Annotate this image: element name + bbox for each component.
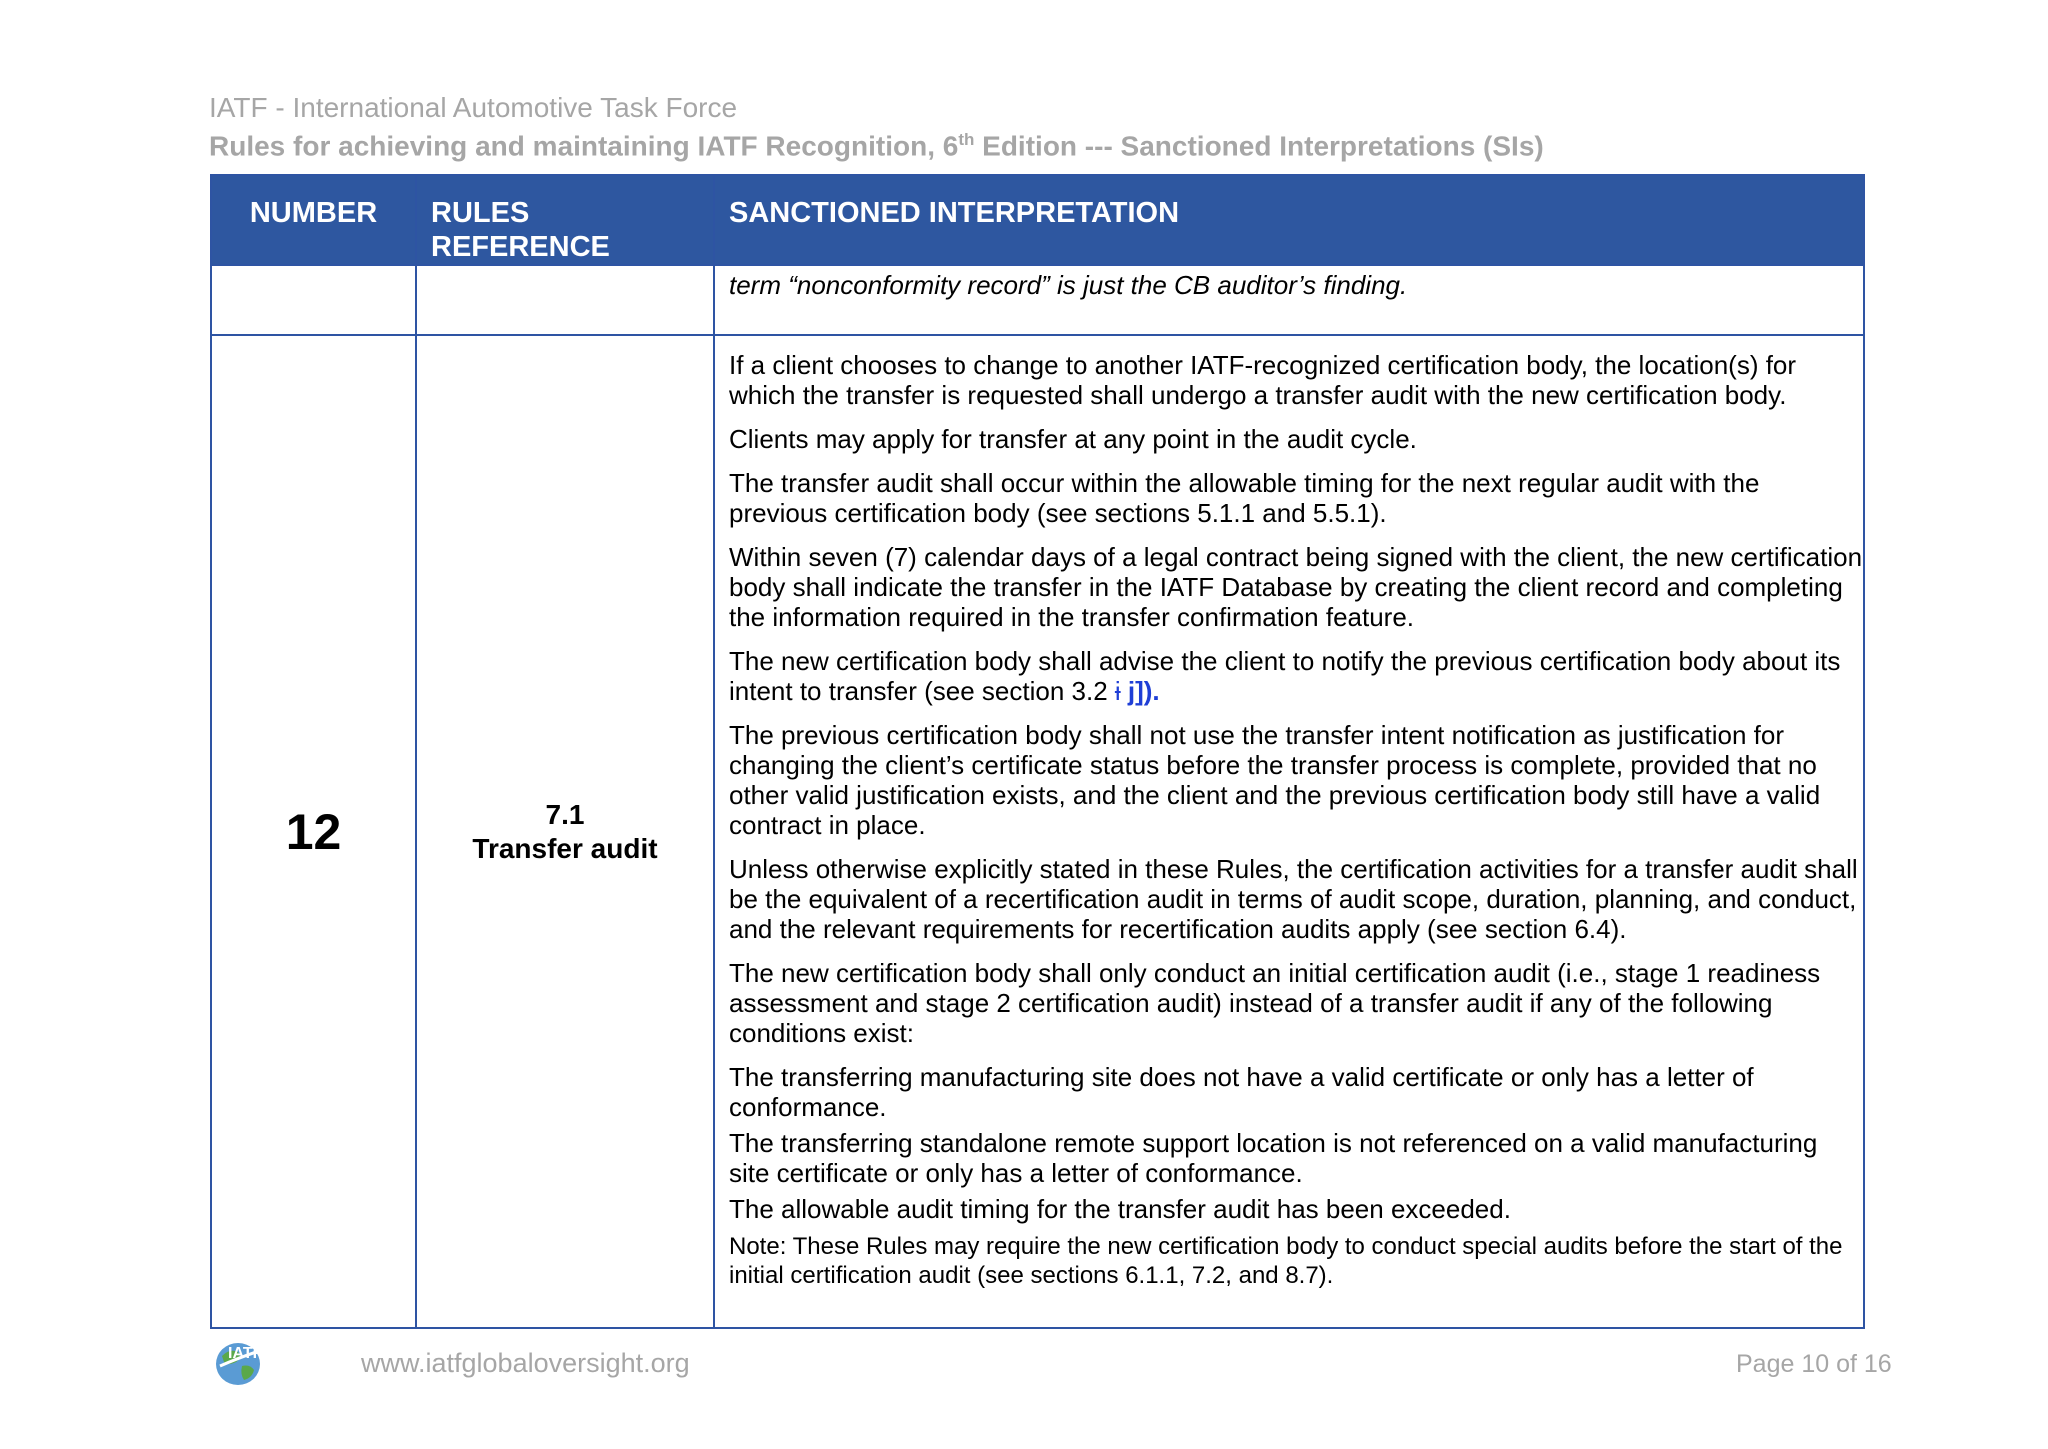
condition-item: The transferring standalone remote support location is not referenced on a valid manufacturing site certificate or only has a letter of conformance. bbox=[729, 1128, 1818, 1188]
cell-empty bbox=[416, 265, 714, 335]
table-row-continued bbox=[211, 265, 1864, 335]
document-subtitle bbox=[209, 130, 1544, 162]
cell-empty bbox=[211, 265, 416, 335]
logo-text: IATF bbox=[228, 1345, 263, 1362]
cell-rules-reference bbox=[416, 335, 714, 1328]
subtitle-part-b: Edition --- Sanctioned Interpretations (SIs) bbox=[974, 130, 1544, 162]
si-paragraph-text: The new certification body shall advise the client to notify the previous certification body about its intent to transfer (see section 3.2 bbox=[729, 646, 1841, 706]
si-paragraph bbox=[729, 646, 1863, 706]
subtitle-part-a: Rules for achieving and maintaining IATF Recognition, 6 bbox=[209, 130, 959, 162]
si-paragraph: The new certification body shall only conduct an initial certification audit (i.e., stage 1 readiness assessment and stage 2 certification audit) instead of a transfer audit if any of the following conditions exist: bbox=[729, 958, 1821, 1048]
note-text: Note: These Rules may require the new certification body to conduct special audits before the start of the initial certification audit (see sections 6.1.1, 7.2, and 8.7). bbox=[729, 1233, 1843, 1289]
footer-url[interactable]: www.iatfglobaloversight.org bbox=[361, 1348, 690, 1378]
col-header-sanctioned-interpretation: SANCTIONED INTERPRETATION bbox=[714, 175, 1864, 265]
col-header-number: NUMBER bbox=[211, 175, 416, 265]
ref-title: Transfer audit bbox=[472, 832, 658, 864]
cell-interpretation bbox=[714, 335, 1864, 1328]
page-number: Page 10 of 16 bbox=[1736, 1350, 1892, 1378]
si-paragraph: Clients may apply for transfer at any point in the audit cycle. bbox=[729, 424, 1417, 454]
continued-text: term “nonconformity record” is just the CB auditor’s finding. bbox=[729, 270, 1408, 300]
table-header-row bbox=[211, 175, 1864, 265]
iatf-globe-logo-icon bbox=[212, 1336, 268, 1388]
table-row bbox=[211, 335, 1864, 1328]
cell-number bbox=[211, 335, 416, 1328]
si-table bbox=[210, 174, 1865, 1329]
ref-section: 7.1 bbox=[545, 798, 585, 830]
condition-item: The allowable audit timing for the transfer audit has been exceeded. bbox=[729, 1194, 1511, 1224]
si-paragraph: The transfer audit shall occur within the allowable timing for the next regular audit with the previous certification body (see sections 5.1.1 and 5.5.1). bbox=[729, 468, 1760, 528]
revision-insertion: j]). bbox=[1120, 676, 1160, 706]
condition-item: The transferring manufacturing site does not have a valid certificate or only has a letter of conformance. bbox=[729, 1062, 1754, 1122]
si-number: 12 bbox=[285, 803, 342, 860]
col-header-rules-reference: RULES REFERENCE bbox=[416, 175, 714, 265]
revision-deletion: i bbox=[1114, 676, 1121, 706]
cell-continued-text bbox=[714, 265, 1864, 335]
si-paragraph: The previous certification body shall not use the transfer intent notification as justification for changing the client’s certificate status before the transfer process is complete, provided that no other valid justification exists, and the client and the previous certification body still have a valid contract in place. bbox=[729, 720, 1821, 840]
subtitle-superscript: th bbox=[958, 130, 975, 149]
si-paragraph: Unless otherwise explicitly stated in these Rules, the certification activities for a transfer audit shall be the equivalent of a recertification audit in terms of audit scope, duration, planning, and conduct, and the relevant requirements for recertification audits apply (see section 6.4). bbox=[729, 854, 1858, 944]
document-org-title: IATF - International Automotive Task Force bbox=[209, 92, 738, 123]
si-paragraph: Within seven (7) calendar days of a legal contract being signed with the client, the new certification body shall indicate the transfer in the IATF Database by creating the client record and completing the information required in the transfer confirmation feature. bbox=[729, 542, 1863, 632]
si-paragraph: If a client chooses to change to another IATF-recognized certification body, the location(s) for which the transfer is requested shall undergo a transfer audit with the new certification body. bbox=[729, 350, 1797, 410]
